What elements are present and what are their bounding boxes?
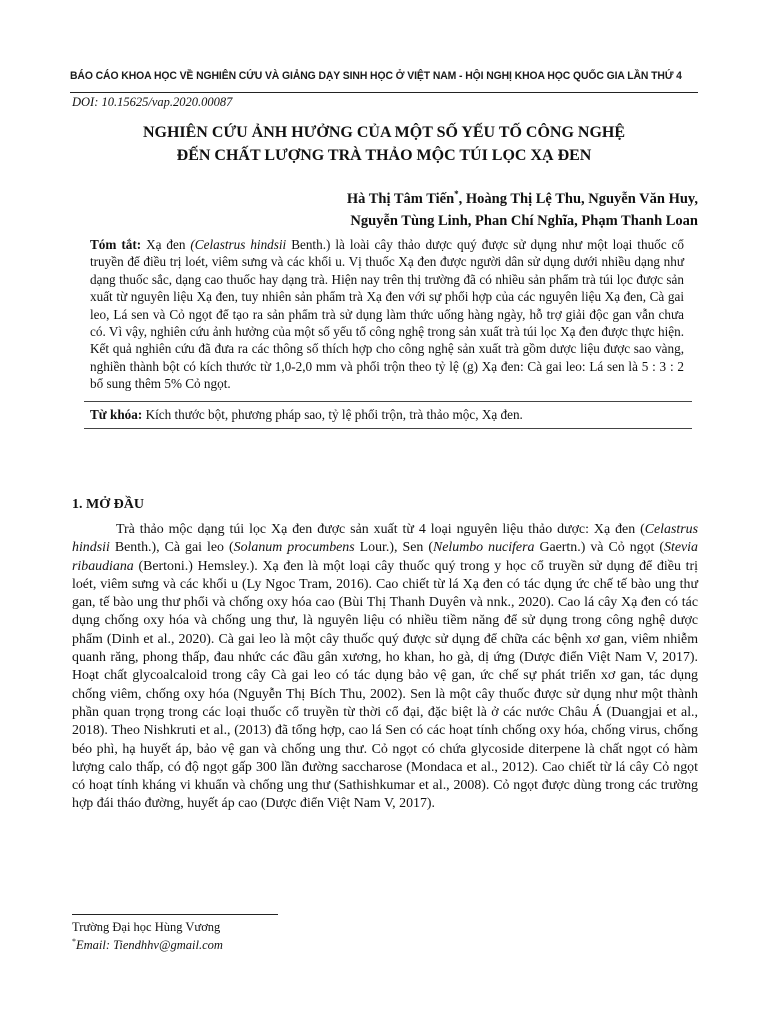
corresponding-author: Hà Thị Tâm Tiến xyxy=(346,190,455,207)
species-name-1: Celastrus hindsii xyxy=(72,522,698,556)
species-name-4: Stevia ribaudiana xyxy=(72,540,698,574)
keywords-text: Kích thước bột, phương pháp sao, tỷ lệ phối trộn, trà thảo mộc, Xạ đen. xyxy=(142,406,523,422)
header-rule xyxy=(70,92,698,93)
footnote-rule xyxy=(72,914,278,915)
body-text-5: (Bertoni.) Hemsley.). Xạ đen là một loại cây thuốc quý trong y học cổ truyền sử dụng để điều trị loét, viêm sưng và các khối u (Ly Ngoc Tram, 2016). Cao chiết từ lá Xạ đen có tác dụng ức chế tế bào ung thư gan, tế bào ung thư phổi và chống oxy hóa cao (Bùi Thị Thanh Duyên và nnk., 2020). Cao lá cây Xạ đen có tác dụng chống oxy hóa và chống ung thư, là nguyên liệu có nhiều tiềm năng để sử dụng trong công nghệ dược phẩm (Dinh et al., 2020). Cà gai leo là một cây thuốc quý được sử dụng để chữa các bệnh xơ gan, viêm nhiễm quanh răng, phong thấp, đau nhức các đầu gân xương, ho khan, ho gà, dị ứng (Dược điển Việt Nam V, 2017). Hoạt chất glycoalcaloid trong cây Cà gai leo có tác dụng bảo vệ gan, ức chế sự phát triển xơ gan, tác dụng chống viêm, chống oxy hóa (Nguyễn Thị Bích Thu, 2002). Sen là một cây thuốc được sử dụng như một thành phần quan trọng trong các loại thuốc cổ truyền từ thời cổ đại, đặc biệt là ở các nước Châu Á (Duangjai et al., 2018). Theo Nishkruti et al., (2013) đã tổng hợp, cao lá Sen có các hoạt tính chống oxy hóa, chống virus, chống béo phì, hạ huyết áp, bảo vệ gan và chống ung thư. Cỏ ngọt có chứa glycoside diterpene là chất ngọt có hàm lượng calo thấp, có độ ngọt gấp 300 lần đường saccharose (Mondaca et al., 2012). Cao chiết từ lá cây Cỏ ngọt có hoạt tính kháng vi khuẩn và chống ung thư (Sathishkumar et al., 2008). Cỏ ngọt được dùng trong các trường hợp đái tháo đường, huyết áp cao (Dược điển Việt Nam V, 2017). xyxy=(72,558,698,812)
abstract-species-author: Benth.) xyxy=(286,237,331,252)
corresponding-mark: * xyxy=(454,189,459,199)
body-text-1: Trà thảo mộc dạng túi lọc Xạ đen được sản xuất từ 4 loại nguyên liệu thảo dược: Xạ đen ( xyxy=(116,522,645,537)
title-line-2: ĐẾN CHẤT LƯỢNG TRÀ THẢO MỘC TÚI LỌC XẠ ĐEN xyxy=(176,147,592,164)
abstract-text-1: Xạ đen xyxy=(141,237,191,252)
species-name-2: Solanum procumbens xyxy=(233,540,355,556)
body-text-2: Benth.), Cà gai leo ( xyxy=(109,540,234,556)
keywords xyxy=(80,402,692,424)
footnote-affiliation: Trường Đại học Hùng Vương xyxy=(72,920,221,934)
author-list xyxy=(70,183,698,232)
body-text-4: Gaertn.) và Cỏ ngọt ( xyxy=(534,540,665,556)
author-line-2: Nguyễn Tùng Linh, Phan Chí Nghĩa, Phạm Thanh Loan xyxy=(350,212,698,229)
author-line-1-rest: , Hoàng Thị Lệ Thu, Nguyễn Văn Huy, xyxy=(458,190,698,207)
running-header: BÁO CÁO KHOA HỌC VỀ NGHIÊN CỨU VÀ GIẢNG DẠY SINH HỌC Ở VIỆT NAM - HỘI NGHỊ KHOA HỌC QUỐC GIA LẦN THỨ 4 xyxy=(70,70,682,82)
abstract-label: Tóm tắt: xyxy=(90,237,142,252)
abstract-bottom-rule xyxy=(84,428,692,429)
title-line-1: NGHIÊN CỨU ẢNH HƯỞNG CỦA MỘT SỐ YẾU TỐ CÔNG NGHỆ xyxy=(142,124,626,141)
email-text[interactable]: Email: Tiendhhv@gmail.com xyxy=(76,938,223,953)
author-line-1 xyxy=(70,183,698,210)
abstract-box xyxy=(80,236,692,429)
abstract-text-2: là loài cây thảo dược quý được sử dụng như một loại thuốc cổ truyền để điều trị loét, viêm sưng và các khối u. Vị thuốc Xạ đen được người dân sử dụng dưới nhiều dạng như dạng thuốc sắc, dạng cao thuốc hay dạng trà. Hiện nay trên thị trường đã có nhiều sản phẩm trà túi lọc được sản xuất từ nguyên liệu Xạ đen, tuy nhiên sản phẩm trà Xạ đen với sự phối hợp của các nguyên liệu Xạ đen, Cà gai leo, Lá sen và Cỏ ngọt để tạo ra sản phẩm trà sử dụng làm thức uống hàng ngày, hỗ trợ giải độc gan vẫn chưa có. Vì vậy, nghiên cứu ảnh hưởng của một số yếu tố công nghệ trong sản xuất trà túi lọc Xạ đen được thực hiện. Kết quả nghiên cứu đã đưa ra các thông số thích hợp cho công nghệ sản xuất trà gồm dược liệu được sao vàng, nghiền thành bột có kích thước từ 1,0-2,0 mm và phối trộn theo tỷ lệ (g) Xạ đen: Cà gai leo: Lá sen là 5 : 3 : 2 bổ sung thêm 5% Cỏ ngọt. xyxy=(90,237,685,392)
species-name-3: Nelumbo nucifera xyxy=(432,540,535,556)
section-heading: 1. MỞ ĐẦU xyxy=(72,497,144,512)
paper-title xyxy=(70,121,698,167)
body-text-3: Lour.), Sen ( xyxy=(354,540,433,556)
footnote-email[interactable] xyxy=(72,937,223,953)
keywords-label: Từ khóa: xyxy=(90,406,143,422)
body-paragraph xyxy=(72,521,698,814)
email-mark: * xyxy=(72,937,76,946)
abstract xyxy=(80,236,692,401)
abstract-species: (Celastrus hindsii xyxy=(190,237,287,252)
doi[interactable]: DOI: 10.15625/vap.2020.00087 xyxy=(72,95,233,109)
